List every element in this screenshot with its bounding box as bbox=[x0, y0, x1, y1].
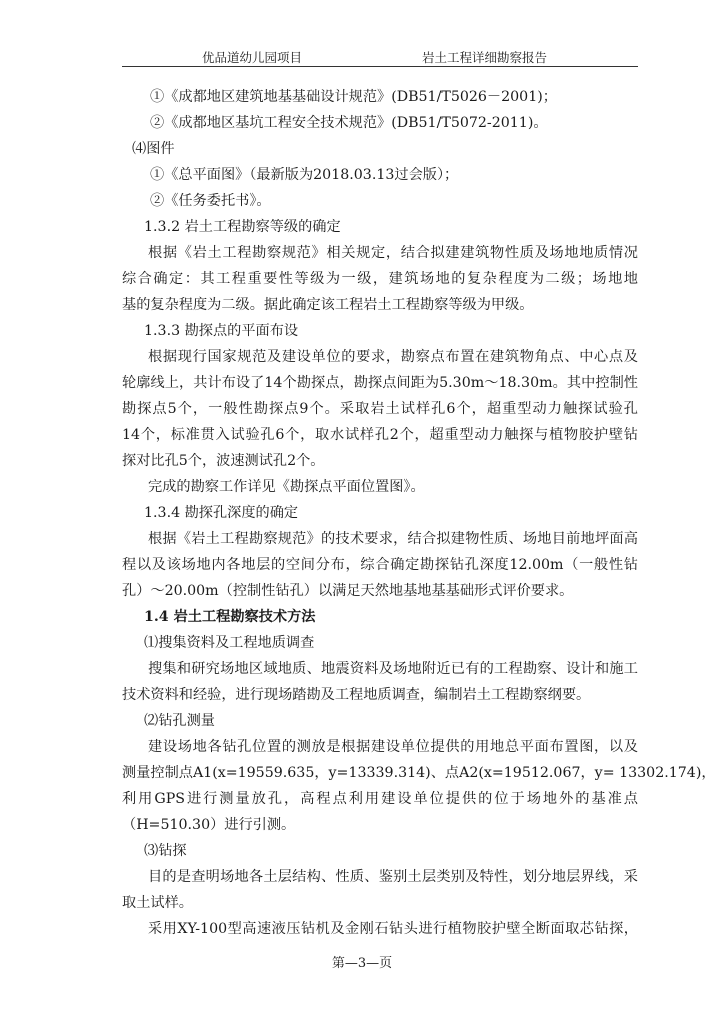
page-header bbox=[122, 50, 638, 67]
paragraph-line: 孔）～20.00m（控制性钻孔）以满足天然地基地基基础形式评价要求。 bbox=[122, 583, 574, 599]
paragraph-line: 建设场地各钻孔位置的测放是根据建设单位提供的用地总平面布置图，以及 bbox=[148, 739, 638, 755]
header-project-name: 优品道幼儿园项目 bbox=[202, 50, 303, 65]
paragraph-line: （H=510.30）进行引测。 bbox=[122, 817, 296, 833]
figure-item: ①《总平面图》（最新版为2018.03.13过会版）； bbox=[150, 167, 459, 183]
paragraph-line: 探对比孔5个，波速测试孔2个。 bbox=[122, 453, 325, 469]
paragraph-line: 利用GPS进行测量放孔，高程点利用建设单位提供的位于场地外的基准点 bbox=[122, 791, 638, 807]
subsection-heading: ⑴搜集资料及工程地质调查 bbox=[144, 635, 315, 651]
page-number: 第—3—页 bbox=[331, 956, 393, 971]
subsection-heading: ⑶钻探 bbox=[144, 843, 187, 859]
paragraph-line: 完成的勘察工作详见《勘探点平面位置图》。 bbox=[148, 479, 425, 495]
paragraph-line: 勘探点5个，一般性勘探点9个。采取岩土试样孔6个，超重型动力触探试验孔 bbox=[122, 401, 638, 417]
paragraph-line: 采用XY-100型高速液压钻机及金刚石钻头进行植物胶护壁全断面取芯钻探， bbox=[148, 921, 638, 937]
section-heading: 1.3.4 勘探孔深度的确定 bbox=[144, 505, 299, 521]
subsection-heading: ⑵钻孔测量 bbox=[144, 713, 215, 729]
subsection-heading: ⑷图件 bbox=[132, 141, 175, 157]
paragraph-line: 根据《岩土工程勘察规范》的技术要求，结合拟建物性质、场地目前地坪面高 bbox=[148, 531, 638, 547]
paragraph-line: 基的复杂程度为二级。据此确定该工程岩土工程勘察等级为甲级。 bbox=[122, 297, 534, 313]
section-heading: 1.3.3 勘探点的平面布设 bbox=[144, 323, 299, 339]
paragraph-line: 综合确定：其工程重要性等级为一级，建筑场地的复杂程度为二级；场地地 bbox=[122, 271, 638, 287]
paragraph-line: 程以及该场地内各地层的空间分布，综合确定勘探钻孔深度12.00m（一般性钻 bbox=[122, 557, 638, 573]
paragraph-line: 目的是查明场地各土层结构、性质、鉴别土层类别及特性，划分地层界线，采 bbox=[148, 869, 638, 885]
reference-item: ①《成都地区建筑地基基础设计规范》(DB51/T5026－2001)； bbox=[150, 89, 557, 105]
paragraph-line: 根据《岩土工程勘察规范》相关规定，结合拟建建筑物性质及场地地质情况 bbox=[148, 245, 638, 261]
paragraph-line: 测量控制点A1(x=19559.635，y=13339.314)、点A2(x=19512.067，y= 13302.174)， bbox=[122, 765, 716, 781]
document-body bbox=[122, 84, 716, 942]
paragraph-line: 根据现行国家规范及建设单位的要求，勘察点布置在建筑物角点、中心点及 bbox=[148, 349, 638, 365]
paragraph-line: 14个，标准贯入试验孔6个，取水试样孔2个，超重型动力触探与植物胶护壁钻 bbox=[122, 427, 638, 443]
header-report-title: 岩土工程详细勘察报告 bbox=[422, 50, 548, 65]
paragraph-line: 技术资料和经验，进行现场踏勘及工程地质调查，编制岩土工程勘察纲要。 bbox=[122, 687, 591, 703]
figure-item: ②《任务委托书》。 bbox=[150, 193, 271, 209]
paragraph-line: 轮廓线上，共计布设了14个勘探点，勘探点间距为5.30m～18.30m。其中控制性 bbox=[122, 375, 638, 391]
paragraph-line: 搜集和研究场地区域地质、地震资料及场地附近已有的工程勘察、设计和施工 bbox=[148, 661, 638, 677]
reference-item: ②《成都地区基坑工程安全技术规范》(DB51/T5072-2011)。 bbox=[150, 115, 548, 131]
paragraph-line: 取土试样。 bbox=[122, 895, 193, 911]
section-heading-bold: 1.4 岩土工程勘察技术方法 bbox=[144, 609, 316, 625]
section-heading: 1.3.2 岩土工程勘察等级的确定 bbox=[144, 219, 341, 235]
